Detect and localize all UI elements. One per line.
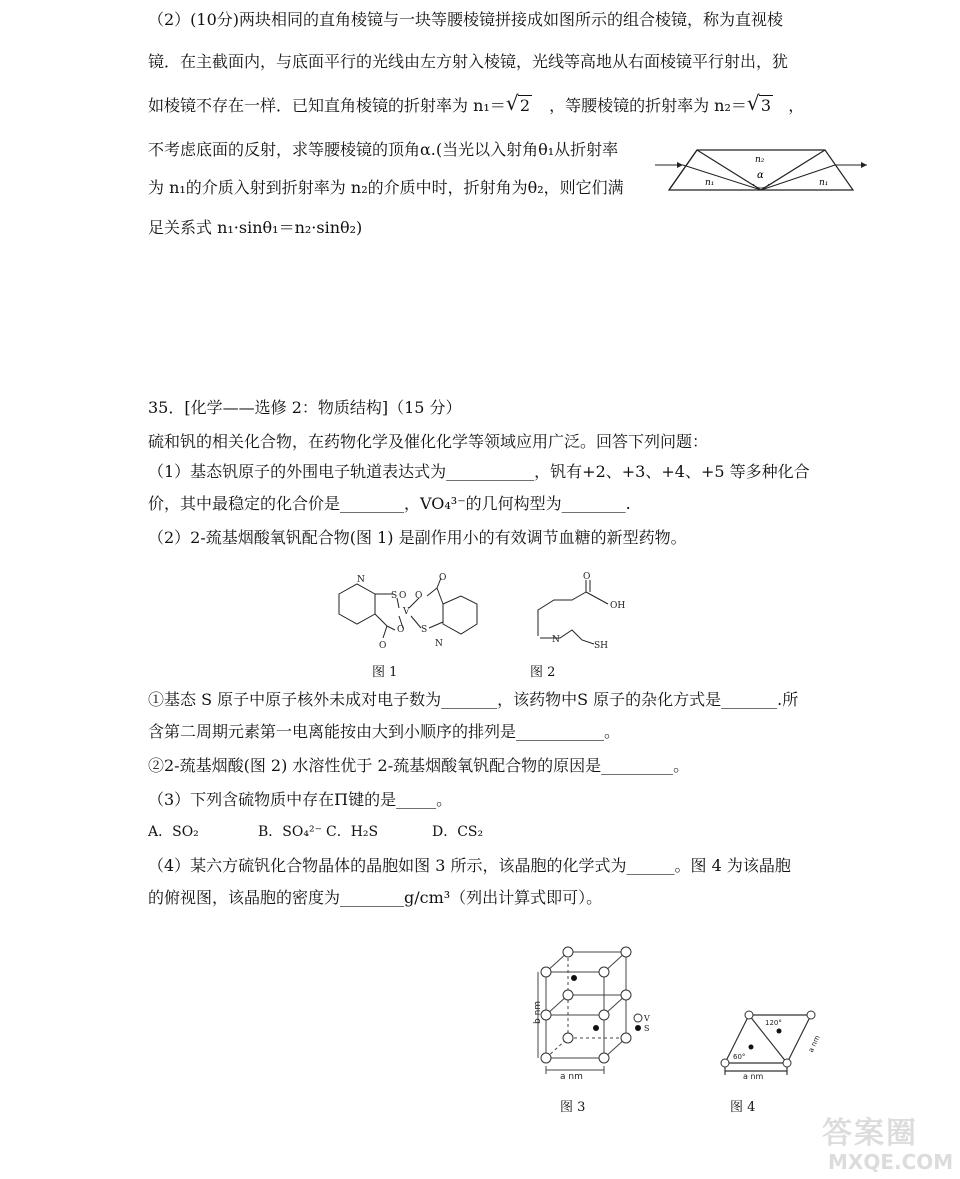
label-alpha: α	[757, 170, 764, 181]
q35-part1-line2: 价，其中最稳定的化合价是________，VO₄³⁻的几何构型为________.	[148, 494, 631, 513]
svg-text:O: O	[583, 572, 591, 582]
svg-text:O: O	[379, 641, 387, 651]
label-a-nm: a nm	[560, 1072, 583, 1080]
q35-intro: 硫和钒的相关化合物，在药物化学及催化化学等领域应用广泛。回答下列问题：	[148, 432, 709, 451]
q35-header: 35．[化学——选修 2：物质结构]（15 分）	[148, 398, 462, 417]
svg-text:OH: OH	[610, 601, 626, 611]
figure3-unit-cell	[530, 940, 660, 1080]
q35-part3: （3）下列含硫物质中存在Π键的是_____。	[148, 790, 453, 809]
problem2-line2: 镜．在主截面内，与底面平行的光线由左方射入棱镜，光线等高地从右面棱镜平行射出，犹	[148, 52, 789, 71]
figure4-top-view	[715, 1005, 830, 1080]
problem2-comma: ，	[788, 96, 805, 115]
q35-part4-line2: 的俯视图，该晶胞的密度为________g/cm³（列出计算式即可）。	[148, 888, 603, 907]
option-b: B．SO₄²⁻	[258, 824, 322, 840]
problem2-line3-text2: ，等腰棱镜的折射率为 n₂＝	[549, 96, 747, 115]
svg-text:N: N	[357, 575, 365, 585]
figure4-caption: 图 4	[730, 1100, 756, 1115]
figure1-structure	[325, 572, 485, 657]
label-a-nm-top: a nm	[743, 1072, 764, 1080]
right-pyridine-ring	[443, 596, 477, 634]
label-120: 120°	[765, 1019, 782, 1027]
q35-part2-q1-line1: ①基态 S 原子中原子核外未成对电子数为_______，该药物中S 原子的杂化方式是_______.所	[148, 690, 799, 709]
svg-text:O: O	[415, 591, 423, 601]
label-n1-left: n₁	[705, 178, 715, 188]
problem2-line5: 为 n₁的介质入射到折射率为 n₂的介质中时，折射角为θ₂，则它们满	[148, 178, 624, 197]
sqrt3-expr: √ 3	[747, 96, 773, 116]
figure2-caption: 图 2	[530, 665, 556, 680]
q35-part1-line1: （1）基态钒原子的外围电子轨道表达式为___________，钒有+2、+3、+4、+5 等多种化合	[148, 462, 810, 481]
legend-v: V	[644, 1014, 650, 1023]
legend-s: S	[644, 1024, 650, 1033]
q35-part2-line1: （2）2-巯基烟酸氧钒配合物(图 1) 是副作用小的有效调节血糖的新型药物。	[148, 528, 687, 547]
label-n1-right: n₁	[819, 178, 829, 188]
svg-text:S: S	[391, 591, 398, 601]
label-60: 60°	[733, 1053, 746, 1061]
svg-text:N: N	[552, 635, 560, 645]
figure3-caption: 图 3	[560, 1100, 586, 1115]
option-a: A．SO₂	[148, 824, 199, 840]
svg-text:N: N	[435, 639, 443, 649]
q35-part2-q2: ②2-巯基烟酸(图 2) 水溶性优于 2-巯基烟酸氧钒配合物的原因是_________。	[148, 756, 690, 775]
label-n2: n₂	[755, 155, 765, 165]
figure2-structure	[520, 570, 630, 655]
option-c: C．H₂S	[326, 824, 379, 840]
svg-text:O: O	[399, 591, 407, 601]
sqrt2-expr: √ 2	[506, 96, 532, 116]
svg-text:O: O	[439, 573, 447, 583]
svg-text:O: O	[397, 625, 405, 635]
prism-right-edge	[761, 150, 825, 190]
problem2-line4: 不考虑底面的反射，求等腰棱镜的顶角α.(当光以入射角θ₁从折射率	[148, 140, 619, 159]
problem2-line1: （2）(10分)两块相同的直角棱镜与一块等腰棱镜拼接成如图所示的组合棱镜，称为直视棱	[148, 10, 784, 29]
problem2-line3-text: 如棱镜不存在一样．已知直角棱镜的折射率为 n₁＝	[148, 96, 506, 115]
label-a-nm-side: a nm	[806, 1034, 822, 1054]
svg-text:V: V	[403, 607, 410, 617]
problem2-line3	[148, 96, 804, 116]
svg-text:S: S	[421, 625, 428, 635]
figure1-caption: 图 1	[372, 665, 398, 680]
left-pyridine-ring	[339, 584, 375, 624]
q35-part2-q1-line2: 含第二周期元素第一电离能按由大到小顺序的排列是___________。	[148, 722, 621, 741]
q35-part4-line1: （4）某六方硫钒化合物晶体的晶胞如图 3 所示，该晶胞的化学式为______。图 4 为该晶胞	[148, 856, 791, 875]
label-b-nm: b nm	[533, 1000, 543, 1024]
prism-diagram	[655, 140, 870, 210]
option-d: D．CS₂	[432, 824, 484, 840]
chain-bottom	[540, 630, 594, 644]
problem2-line6: 足关系式 n₁·sinθ₁＝n₂·sinθ₂)	[148, 218, 363, 237]
watermark-top: 答案圈	[822, 1116, 918, 1151]
svg-text:SH: SH	[594, 641, 609, 651]
watermark-bottom: MXQE.COM	[828, 1150, 954, 1174]
chain-left	[538, 592, 586, 636]
